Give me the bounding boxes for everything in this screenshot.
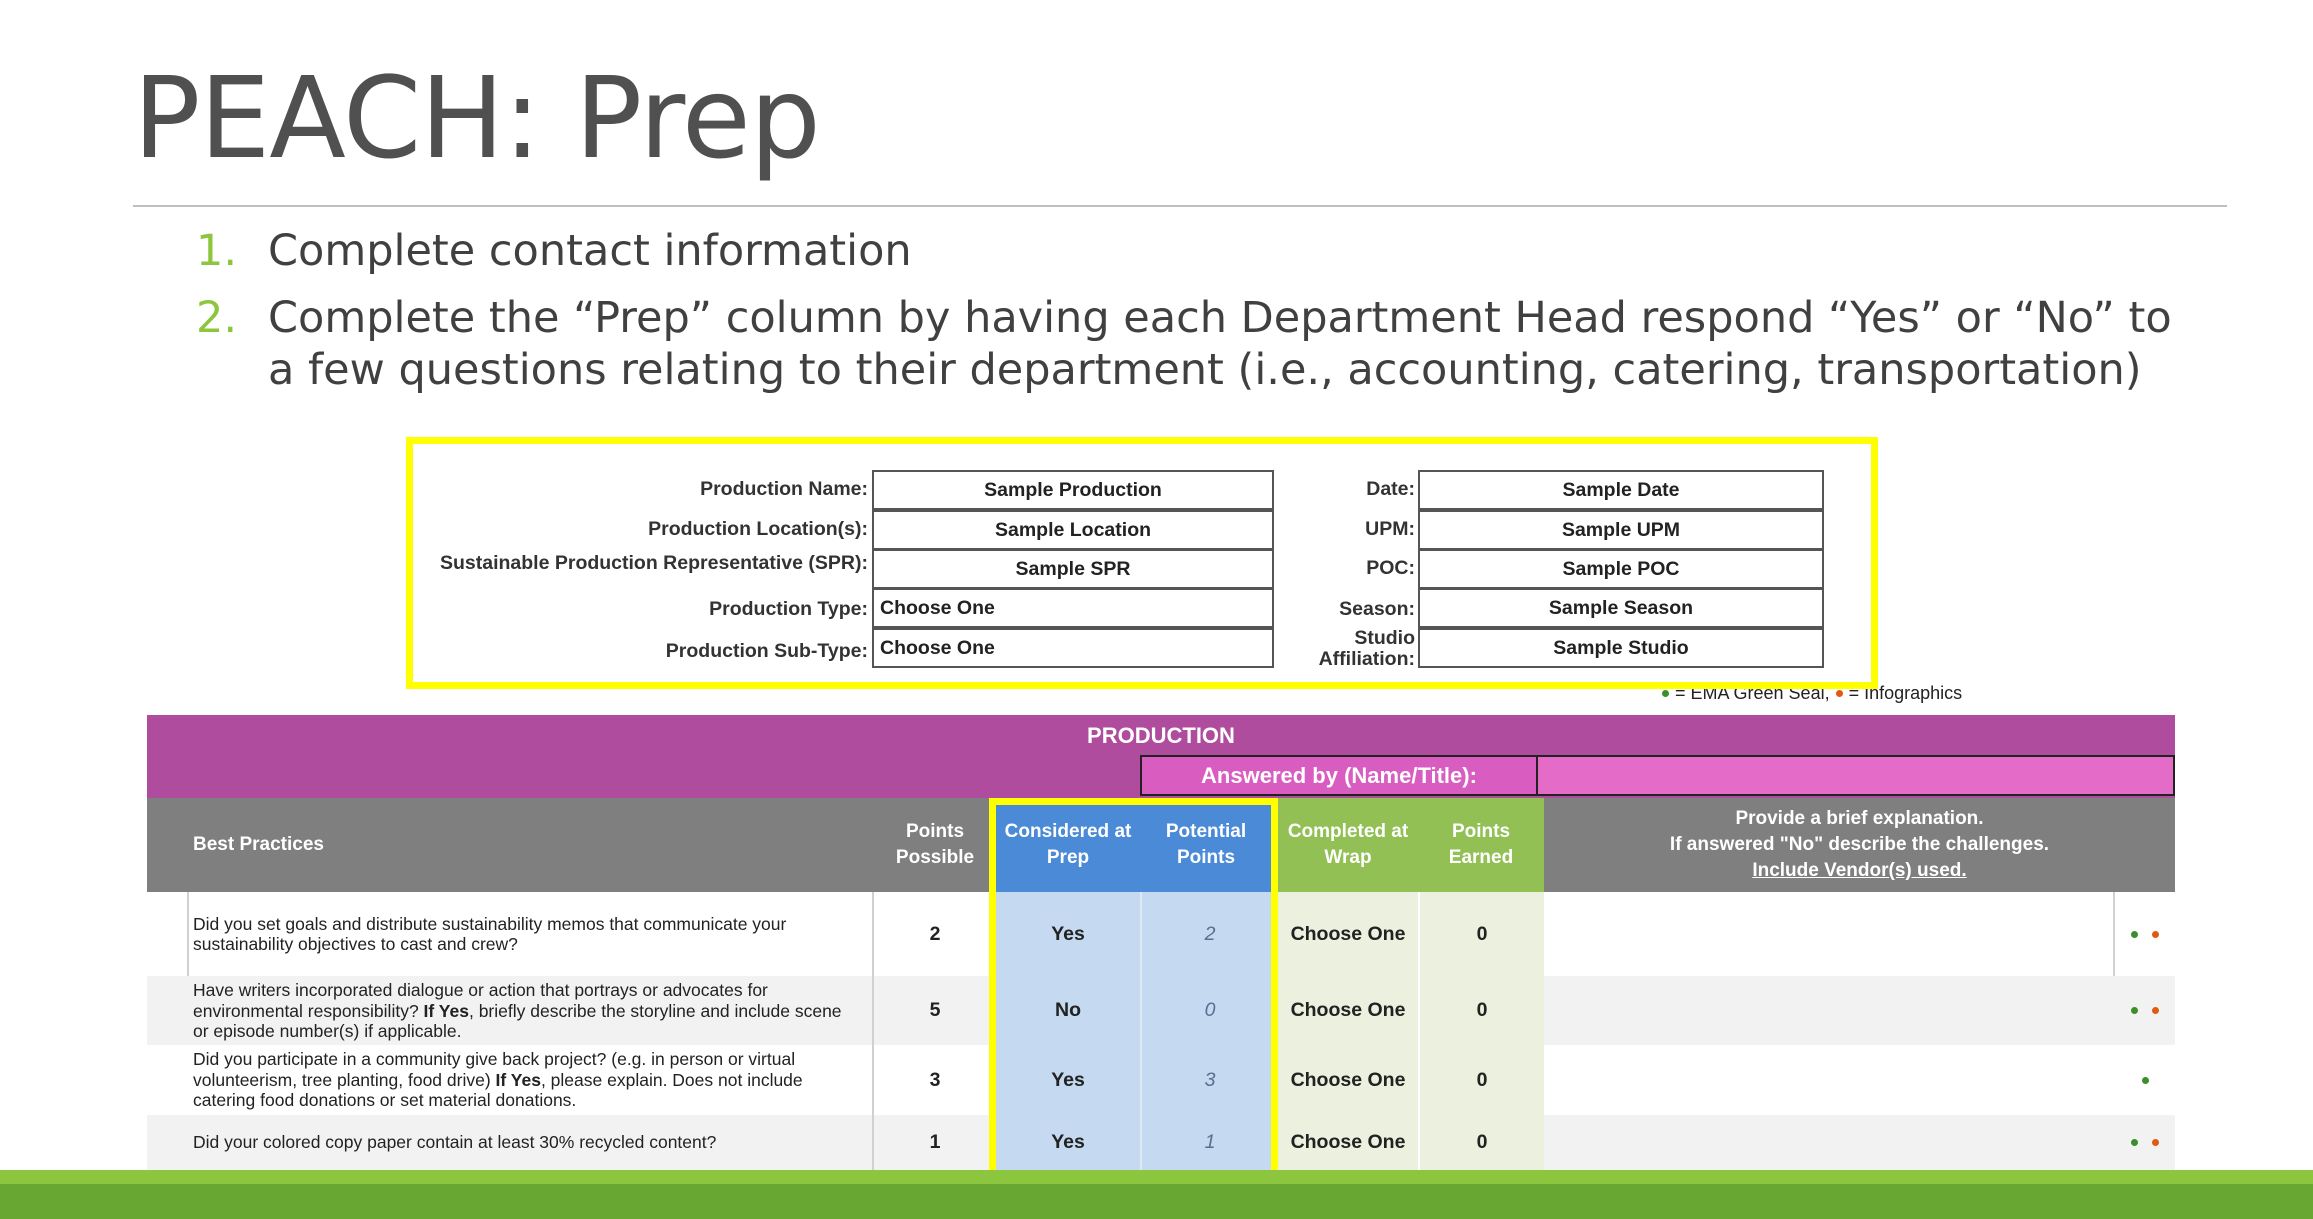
- question-text-part: , briefly describe the storyline and include scene or episode number(s) if applicable.: [193, 1000, 842, 1041]
- wrap-answer-cell[interactable]: Choose One: [1278, 892, 1418, 976]
- header-points-possible: Points Possible: [874, 798, 996, 892]
- explanation-cell[interactable]: [1544, 976, 2113, 1045]
- question-text-part: , please explain. Does not include catering food donations or set material donations.: [193, 1069, 803, 1110]
- production-location-label: Production Location(s):: [648, 518, 868, 540]
- explanation-header-line3: Include Vendor(s) used.: [1752, 860, 1967, 881]
- marker-cell: [2115, 976, 2175, 1045]
- explanation-header-line2: If answered "No" describe the challenges.: [1669, 834, 2050, 855]
- wrap-answer-cell[interactable]: Choose One: [1278, 1045, 1418, 1115]
- points-possible-cell: 3: [929, 1068, 941, 1091]
- studio-affiliation-label: Studio Affiliation:: [1318, 627, 1415, 670]
- question-text: Did you set goals and distribute sustainability memos that communicate your sustainability objectives to cast and crew?: [193, 913, 787, 954]
- question-text-part: Did you participate in a community give back project? (e.g. in person or virtual volunteerism, tree planting, food drive): [193, 1049, 796, 1090]
- green-seal-dot-icon: [2142, 1077, 2149, 1084]
- header-points-earned: Points Earned: [1418, 798, 1544, 892]
- explanation-cell[interactable]: [1544, 892, 2113, 976]
- production-location-field[interactable]: Sample Location: [872, 510, 1274, 550]
- question-text: [147, 1045, 874, 1115]
- potential-points-cell: 2: [1140, 892, 1278, 976]
- points-earned-cell: 0: [1418, 892, 1544, 976]
- production-type-select[interactable]: Choose One: [872, 588, 1274, 628]
- question-text: [147, 976, 874, 1045]
- points-possible-cell: 2: [929, 922, 941, 945]
- step-text: Complete the “Prep” column by having each Department Head respond “Yes” or “No” to a few questions relating to their department (i.e., accounting, catering, transportation): [268, 293, 2172, 395]
- green-seal-dot-icon: [2131, 1139, 2138, 1146]
- production-subtype-label: Production Sub-Type:: [665, 640, 868, 662]
- step-number: 1.: [196, 226, 238, 276]
- question-text-bold: If Yes: [495, 1069, 541, 1090]
- prep-answer-cell[interactable]: Yes: [996, 1115, 1140, 1170]
- points-earned-cell: 0: [1418, 1045, 1544, 1115]
- date-field[interactable]: Sample Date: [1418, 470, 1824, 510]
- answered-by-label: Answered by (Name/Title):: [1140, 755, 1538, 796]
- slide-title: PEACH: Prep: [133, 54, 820, 184]
- season-field[interactable]: Sample Season: [1418, 588, 1824, 628]
- prep-columns-highlight: [989, 798, 1278, 1178]
- season-label: Season:: [1339, 598, 1415, 620]
- potential-points-cell: 3: [1140, 1045, 1278, 1115]
- answered-by-field[interactable]: [1538, 755, 2175, 796]
- title-divider: [133, 205, 2227, 207]
- step-text: Complete contact information: [268, 226, 912, 276]
- legend-green-text: = EMA Green Seal,: [1675, 683, 1830, 703]
- spr-field[interactable]: Sample SPR: [872, 549, 1274, 589]
- header-completed-at-wrap: Completed at Wrap: [1278, 798, 1418, 892]
- potential-points-cell: 0: [1140, 976, 1278, 1045]
- explanation-cell[interactable]: [1544, 1115, 2113, 1170]
- header-potential-points: Potential Points: [1140, 798, 1272, 892]
- instruction-item: [196, 292, 2196, 396]
- production-section-header: [147, 715, 2175, 798]
- date-label: Date:: [1366, 478, 1415, 500]
- footer-accent-bar: [0, 1170, 2313, 1184]
- section-title: PRODUCTION: [1087, 723, 1235, 748]
- potential-points-cell: 1: [1140, 1115, 1278, 1170]
- spr-label: Sustainable Production Representative (SPR):: [439, 552, 868, 574]
- points-earned-cell: 0: [1418, 1115, 1544, 1170]
- step-number: 2.: [196, 293, 238, 343]
- marker-cell: [2115, 892, 2175, 976]
- header-best-practices: Best Practices: [147, 798, 874, 892]
- studio-field[interactable]: Sample Studio: [1418, 628, 1824, 668]
- question-text: Did your colored copy paper contain at least 30% recycled content?: [193, 1132, 717, 1153]
- wrap-answer-cell[interactable]: Choose One: [1278, 1115, 1418, 1170]
- infographics-dot-icon: [2152, 931, 2159, 938]
- poc-field[interactable]: Sample POC: [1418, 549, 1824, 589]
- infographics-dot-icon: [1836, 690, 1843, 697]
- production-name-label: Production Name:: [700, 478, 868, 500]
- poc-label: POC:: [1366, 557, 1415, 579]
- header-considered-at-prep: Considered at Prep: [996, 798, 1140, 892]
- wrap-answer-cell[interactable]: Choose One: [1278, 976, 1418, 1045]
- production-subtype-select[interactable]: Choose One: [872, 628, 1274, 668]
- upm-field[interactable]: Sample UPM: [1418, 510, 1824, 550]
- marker-cell: [2115, 1045, 2175, 1115]
- upm-label: UPM:: [1365, 518, 1415, 540]
- green-seal-dot-icon: [2131, 931, 2138, 938]
- points-possible-cell: 1: [929, 1131, 941, 1153]
- infographics-dot-icon: [2152, 1007, 2159, 1014]
- question-text-part: Have writers incorporated dialogue or action that portrays or advocates for environmental responsibility?: [193, 980, 768, 1021]
- question-text-bold: If Yes: [423, 1000, 469, 1021]
- points-possible-cell: 5: [929, 999, 941, 1021]
- production-name-field[interactable]: Sample Production: [872, 470, 1274, 510]
- infographics-dot-icon: [2152, 1139, 2159, 1146]
- prep-answer-cell[interactable]: Yes: [996, 892, 1140, 976]
- marker-cell: [2115, 1115, 2175, 1170]
- instruction-list: [196, 225, 2196, 411]
- contact-info-highlight: [406, 437, 1878, 689]
- explanation-cell[interactable]: [1544, 1045, 2113, 1115]
- explanation-header-line1: Provide a brief explanation.: [1735, 808, 1984, 829]
- green-seal-dot-icon: [2131, 1007, 2138, 1014]
- prep-answer-cell[interactable]: No: [996, 976, 1140, 1045]
- green-seal-dot-icon: [1662, 690, 1669, 697]
- production-type-label: Production Type:: [709, 598, 868, 620]
- points-earned-cell: 0: [1418, 976, 1544, 1045]
- footer-bar: [0, 1184, 2313, 1219]
- instruction-item: [196, 225, 2196, 277]
- header-explanation: [1544, 798, 2175, 892]
- row-divider: [187, 892, 189, 976]
- prep-answer-cell[interactable]: Yes: [996, 1045, 1140, 1115]
- legend-orange-text: = Infographics: [1848, 683, 1963, 703]
